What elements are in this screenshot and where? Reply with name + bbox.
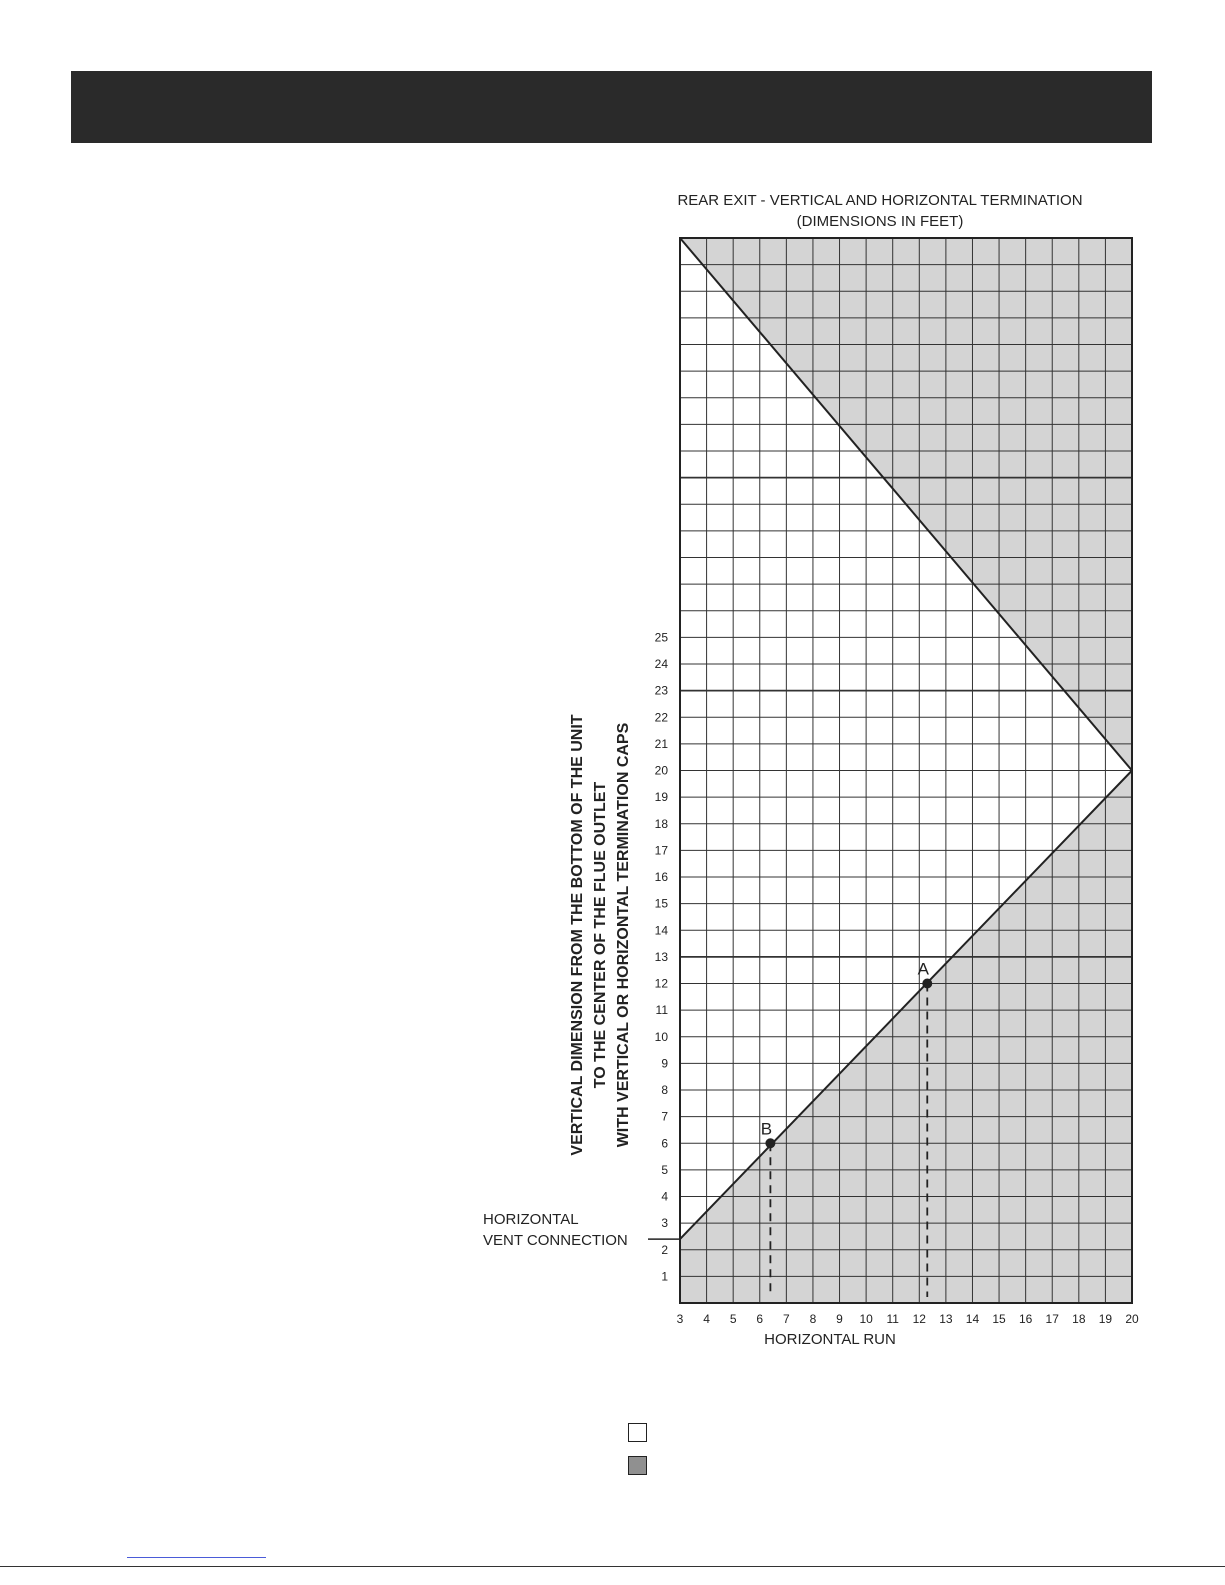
y-tick-label: 18 [654,816,668,831]
x-tick-label: 11 [886,1312,899,1326]
y-tick-label: 4 [661,1189,668,1204]
x-tick-label: 18 [1072,1312,1086,1326]
x-tick-label: 14 [965,1312,980,1326]
y-tick-label: 9 [661,1056,668,1071]
y-tick-label: 21 [654,736,668,751]
y-tick-label: 17 [654,843,668,858]
x-tick-label: 3 [676,1312,684,1326]
y-tick-label: 10 [654,1029,668,1044]
hv-label-line-2: VENT CONNECTION [483,1232,628,1249]
y-tick-label: 23 [654,683,668,698]
x-tick-label: 5 [729,1312,737,1326]
hv-label-line-1: HORIZONTAL [483,1211,579,1228]
x-tick-label: 9 [836,1312,843,1326]
x-tick-label: 7 [783,1312,790,1326]
y-tick-label: 5 [661,1162,668,1177]
legend-swatch-gray [628,1456,647,1475]
y-tick-label: 14 [654,923,668,938]
footer-link-underline[interactable] [127,1557,266,1558]
point-label-a: A [917,959,929,979]
y-tick-label: 19 [654,790,668,805]
x-tick-label: 15 [992,1312,1006,1326]
x-tick-label: 12 [912,1312,926,1326]
x-tick-label: 19 [1098,1312,1113,1326]
x-tick-label: 20 [1125,1312,1139,1326]
y-tick-label: 11 [655,1003,668,1018]
y-tick-label: 15 [654,896,668,911]
y-axis-label-line-1: VERTICAL DIMENSION FROM THE BOTTOM OF THE UNIT [569,714,586,1156]
y-tick-label: 1 [661,1269,668,1284]
chart-title-line: REAR EXIT - VERTICAL AND HORIZONTAL TERMINATION [677,192,1083,209]
y-axis-label-line-3: WITH VERTICAL OR HORIZONTAL TERMINATION CAPS [615,722,632,1148]
y-axis-label-line-2: TO THE CENTER OF THE FLUE OUTLET [592,781,609,1089]
point-label-b: B [760,1119,773,1139]
y-tick-label: 13 [654,949,668,964]
y-tick-label: 6 [661,1136,668,1151]
x-tick-label: 8 [809,1312,817,1326]
y-tick-label: 3 [661,1216,668,1231]
y-tick-label: 2 [661,1242,668,1257]
grid [680,238,1132,1303]
y-tick-label: 22 [654,710,668,725]
point-b [765,1138,775,1148]
y-tick-label: 8 [661,1083,668,1097]
horizontal-vent-connection-label [483,1209,628,1251]
x-axis-label: HORIZONTAL RUN [764,1331,896,1348]
legend-swatch-white [628,1423,647,1442]
y-tick-label: 20 [654,763,668,778]
x-tick-label: 4 [703,1312,710,1326]
y-tick-label: 7 [661,1109,668,1124]
y-tick-label: 25 [654,630,668,645]
x-tick-label: 16 [1018,1312,1033,1326]
y-tick-label: 12 [654,976,668,991]
y-tick-label: 16 [654,870,668,884]
point-a [922,979,932,989]
x-tick-label: 10 [859,1312,873,1326]
y-axis-label [566,700,656,1170]
chart-subtitle: (DIMENSIONS IN FEET) [796,213,964,230]
y-tick-label: 24 [654,657,668,671]
footer-rule [0,1566,1225,1567]
x-tick-label: 6 [756,1312,764,1326]
x-tick-label: 17 [1045,1312,1059,1326]
x-tick-label: 13 [939,1312,953,1326]
